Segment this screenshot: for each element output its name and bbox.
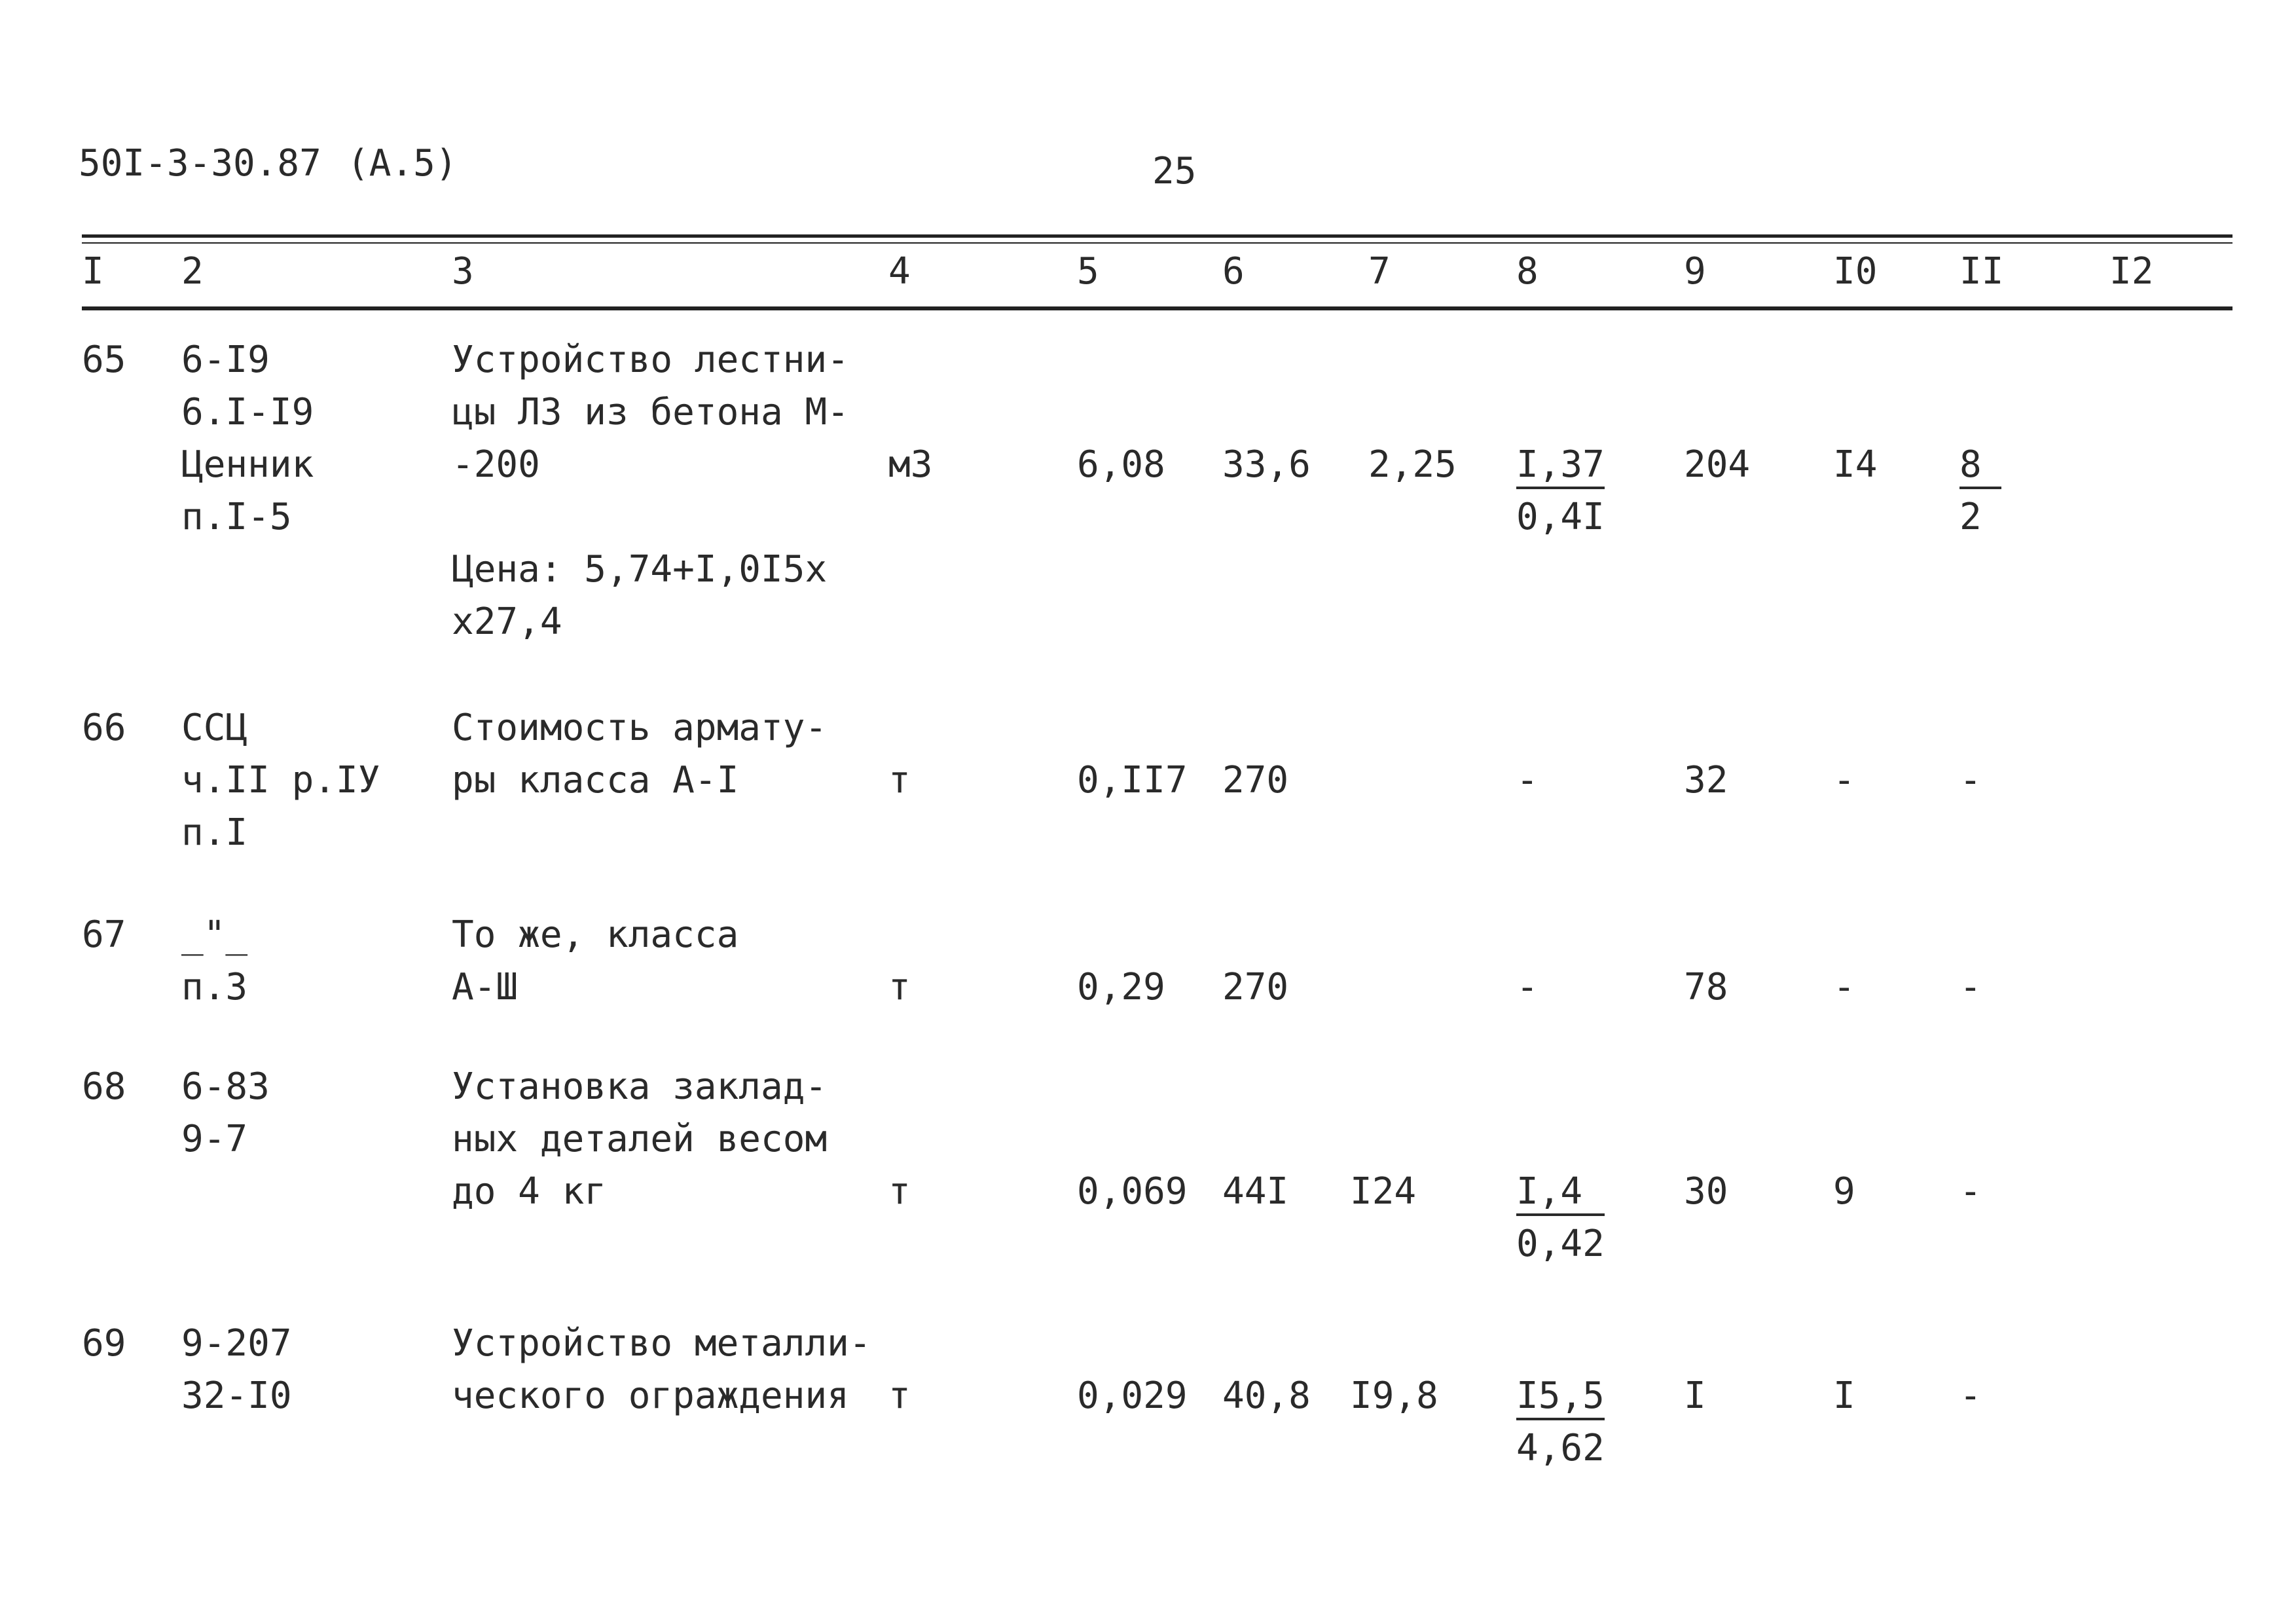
quantity: 6,08: [1077, 443, 1165, 486]
column-header: 5: [1077, 250, 1099, 293]
cell-col11-bottom: 2: [1959, 496, 1982, 538]
cell-col6: 40,8: [1222, 1375, 1311, 1417]
quantity: 0,029: [1077, 1375, 1188, 1417]
ref-line: 9-7: [181, 1118, 248, 1160]
cell-col6: 270: [1222, 966, 1289, 1008]
cell-col6: 270: [1222, 759, 1289, 802]
unit: т: [888, 1375, 911, 1417]
ref-line: 6-I9: [181, 339, 270, 381]
quantity: 0,29: [1077, 966, 1165, 1008]
ref-line: ССЦ: [181, 707, 248, 749]
cell-col9: 78: [1684, 966, 1728, 1008]
description-line: Устройство металли-: [452, 1322, 871, 1365]
cell-col8-top: -: [1516, 759, 1539, 802]
description-line: цы ЛЗ из бетона М-: [452, 391, 849, 434]
cell-col11-top: -: [1959, 1375, 1982, 1417]
cell-col8-top: -: [1516, 966, 1539, 1008]
row-number: 68: [82, 1065, 126, 1108]
ref-line: п.3: [181, 966, 248, 1008]
unit: т: [888, 759, 911, 802]
column-header: I2: [2109, 250, 2154, 293]
description-line: Устройство лестни-: [452, 339, 849, 381]
column-header: I: [82, 250, 104, 293]
row-number: 65: [82, 339, 126, 381]
cell-col8-bottom: 0,4I: [1516, 496, 1605, 538]
column-header: 2: [181, 250, 204, 293]
cell-col9: I: [1684, 1375, 1706, 1417]
cell-col8-top: [1516, 1370, 1605, 1422]
column-header: 8: [1516, 250, 1539, 293]
cell-col7: I24: [1350, 1170, 1417, 1213]
ref-line: 32-I0: [181, 1375, 292, 1417]
album-label: (А.5): [347, 142, 458, 185]
cell-col8-bottom: 4,62: [1516, 1427, 1605, 1469]
cell-col8-top: [1516, 1166, 1605, 1218]
row-number: 66: [82, 707, 126, 749]
column-header: I0: [1833, 250, 1878, 293]
price-note-line: х27,4: [452, 600, 562, 643]
column-header: II: [1959, 250, 2004, 293]
cell-col8-bottom: 0,42: [1516, 1223, 1605, 1265]
description-line: Стоимость армату-: [452, 707, 828, 749]
description-line: ческого ограждения: [452, 1375, 849, 1417]
underlined-value: I5,5: [1516, 1375, 1605, 1420]
cell-col10: I: [1833, 1375, 1855, 1417]
column-header: 3: [452, 250, 474, 293]
cell-col11-top: -: [1959, 966, 1982, 1008]
underlined-value: I,37: [1516, 443, 1605, 489]
column-header: 6: [1222, 250, 1245, 293]
document-code: 50I-3-30.87: [79, 142, 321, 185]
ref-line: Ценник: [181, 443, 314, 486]
ref-line: _"_: [181, 913, 248, 956]
unit: т: [888, 1170, 911, 1213]
ref-line: п.I: [181, 811, 248, 854]
cell-col11-top: [1959, 439, 2001, 491]
column-header: 7: [1368, 250, 1391, 293]
description-line: Установка заклад-: [452, 1065, 828, 1108]
description-line: ных деталей весом: [452, 1118, 828, 1160]
cell-col9: 32: [1684, 759, 1728, 802]
quantity: 0,069: [1077, 1170, 1188, 1213]
ref-line: 9-207: [181, 1322, 292, 1365]
description-line: до 4 кг: [452, 1170, 607, 1213]
ref-line: п.I-5: [181, 496, 292, 538]
cell-col10: -: [1833, 759, 1855, 802]
page-number: 25: [1152, 150, 1197, 193]
description-line: -200: [452, 443, 540, 486]
unit: м3: [888, 443, 933, 486]
table-header-rule: [82, 306, 2232, 310]
cell-col9: 30: [1684, 1170, 1728, 1213]
ref-line: ч.II р.IУ: [181, 759, 380, 802]
unit: т: [888, 966, 911, 1008]
description-line: А-Ш: [452, 966, 519, 1008]
cell-col6: 44I: [1222, 1170, 1289, 1213]
cell-col11-top: -: [1959, 759, 1982, 802]
description-line: ры класса А-I: [452, 759, 739, 802]
table-top-rule-thin: [82, 242, 2232, 244]
quantity: 0,II7: [1077, 759, 1188, 802]
cell-col10: I4: [1833, 443, 1878, 486]
cell-col7: I9,8: [1350, 1375, 1438, 1417]
cell-col11-top: -: [1959, 1170, 1982, 1213]
column-header: 4: [888, 250, 911, 293]
cell-col6: 33,6: [1222, 443, 1311, 486]
cell-col9: 204: [1684, 443, 1751, 486]
table-top-rule: [82, 234, 2232, 238]
cell-col10: 9: [1833, 1170, 1855, 1213]
underlined-value: I,4: [1516, 1170, 1605, 1216]
ref-line: 6-83: [181, 1065, 270, 1108]
cell-col8-top: [1516, 439, 1605, 491]
row-number: 69: [82, 1322, 126, 1365]
underlined-value: 8: [1959, 443, 2001, 489]
column-header: 9: [1684, 250, 1706, 293]
ref-line: 6.I-I9: [181, 391, 314, 434]
price-note-line: Цена: 5,74+I,0I5х: [452, 548, 828, 591]
cell-col7: 2,25: [1368, 443, 1457, 486]
row-number: 67: [82, 913, 126, 956]
description-line: То же, класса: [452, 913, 739, 956]
cell-col10: -: [1833, 966, 1855, 1008]
